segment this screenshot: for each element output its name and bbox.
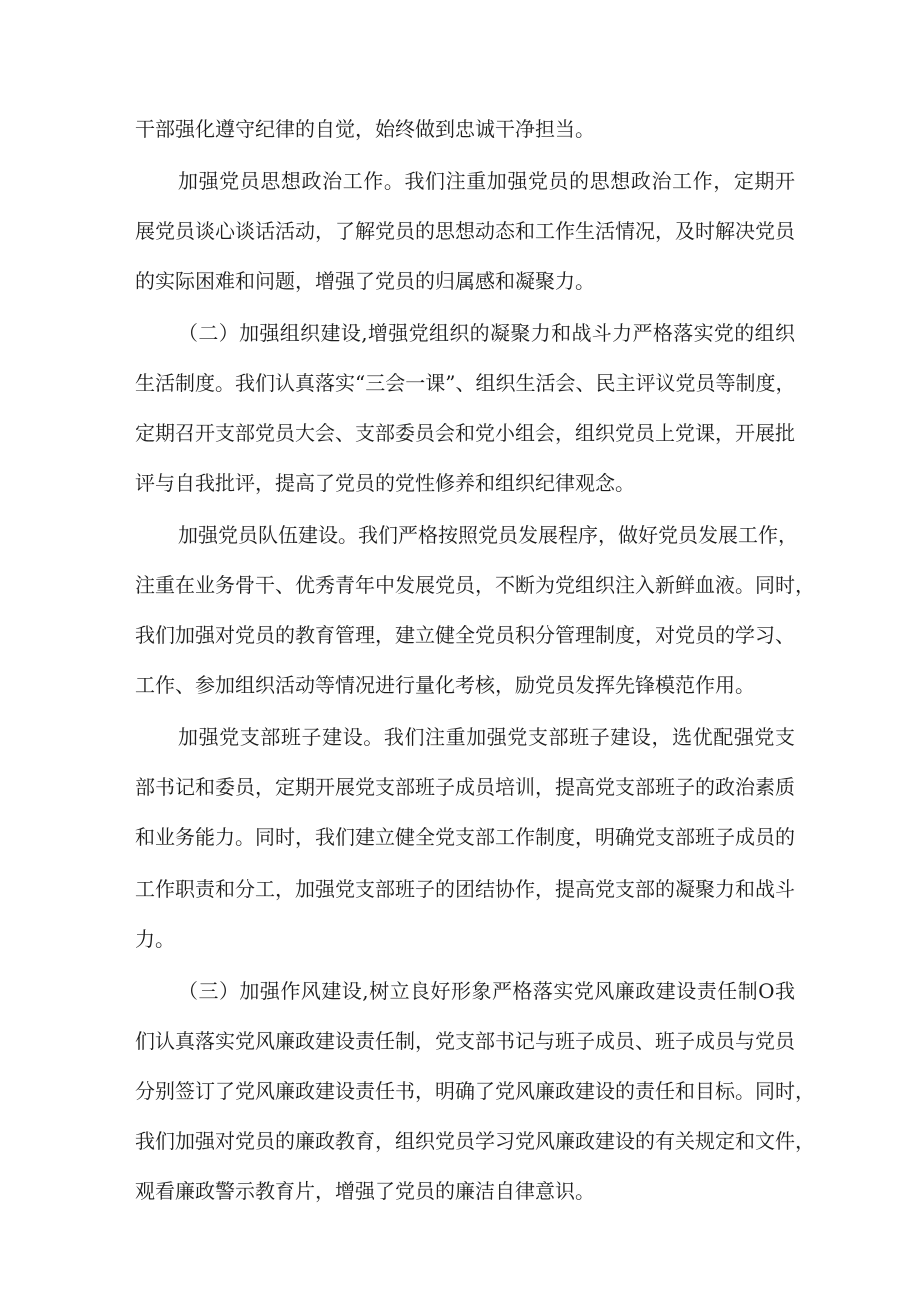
section-heading-line: （二）加强组织建设,增强党组织的凝聚力和战斗力严格落实党的组织	[178, 321, 795, 345]
text-line: 和业务能力。同时，我们建立健全党支部工作制度，明确党支部班子成员的	[135, 825, 795, 849]
text-line: 我们加强对党员的廉政教育，组织党员学习党风廉政建设的有关规定和文件，	[135, 1129, 815, 1153]
text-line: 生活制度。我们认真落实“三会一课”、组织生活会、民主评议党员等制度，	[135, 371, 796, 395]
text-line: 的实际困难和问题，增强了党员的归属感和凝聚力。	[135, 269, 595, 293]
text-line: 观看廉政警示教育片，增强了党员的廉洁自律意识。	[135, 1179, 595, 1203]
text-line: 工作、参加组织活动等情况进行量化考核，励党员发挥先锋模范作用。	[135, 673, 755, 697]
text-line: 干部强化遵守纪律的自觉，始终做到忠诚干净担当。	[135, 117, 595, 141]
section-heading-line: （三）加强作风建设,树立良好形象严格落实党风廉政建设责任制O我	[178, 979, 795, 1003]
text-line: 们认真落实党风廉政建设责任制，党支部书记与班子成员、班子成员与党员	[135, 1029, 795, 1053]
text-line: 工作职责和分工，加强党支部班子的团结协作，提高党支部的凝聚力和战斗	[135, 877, 795, 901]
text-line: 展党员谈心谈话活动，了解党员的思想动态和工作生活情况，及时解决党员	[135, 219, 795, 243]
text-line: 评与自我批评，提高了党员的党性修养和组织纪律观念。	[135, 471, 635, 495]
text-line: 部书记和委员，定期开展党支部班子成员培训，提高党支部班子的政治素质	[135, 775, 795, 799]
text-line: 加强党员队伍建设。我们严格按照党员发展程序，做好党员发展工作，	[178, 523, 798, 547]
text-line: 分别签订了党风廉政建设责任书，明确了党风廉政建设的责任和目标。同时，	[135, 1079, 815, 1103]
text-line: 加强党支部班子建设。我们注重加强党支部班子建设，选优配强党支	[178, 725, 795, 749]
text-line: 注重在业务骨干、优秀青年中发展党员，不断为党组织注入新鲜血液。同时，	[135, 573, 815, 597]
text-line: 定期召开支部党员大会、支部委员会和党小组会，组织党员上党课，开展批	[135, 421, 795, 445]
text-line: 我们加强对党员的教育管理，建立健全党员积分管理制度，对党员的学习、	[135, 623, 795, 647]
text-line: 力。	[135, 927, 175, 951]
text-line: 加强党员思想政治工作。我们注重加强党员的思想政治工作，定期开	[178, 169, 795, 193]
